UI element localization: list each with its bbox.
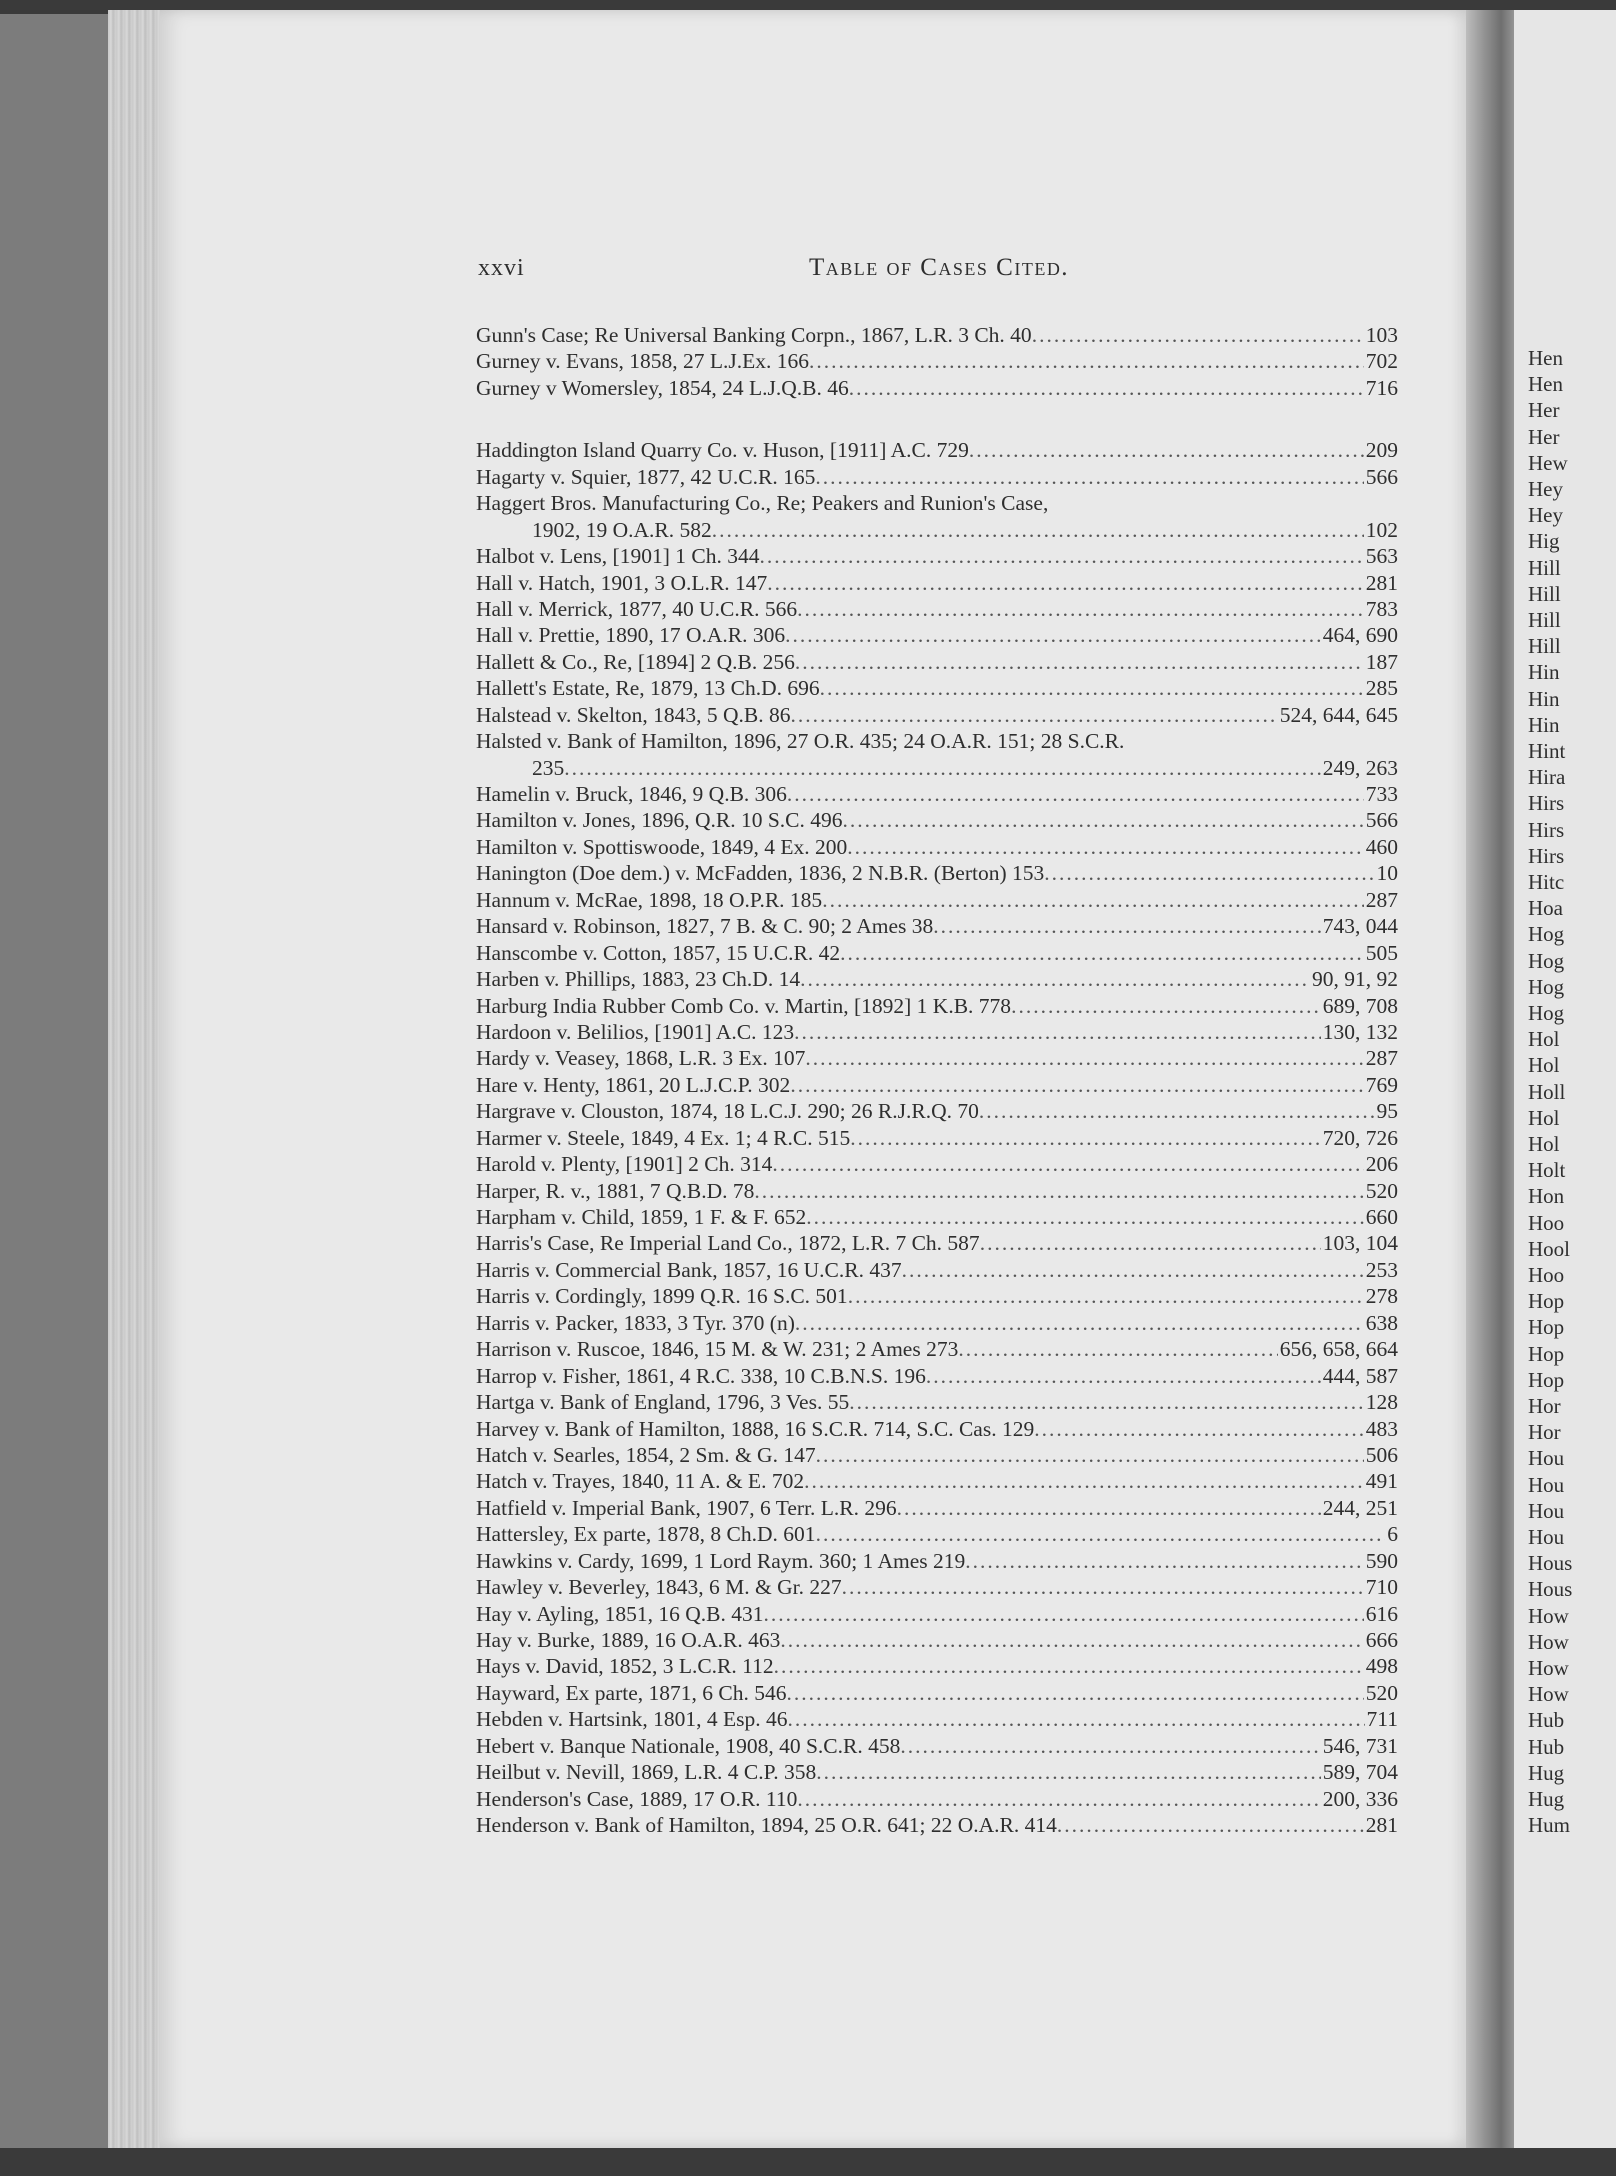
next-page-entry-fragment: How [1528,1656,1569,1680]
case-entry [476,348,1398,374]
case-citation: Harrop v. Fisher, 1861, 4 R.C. 338, 10 C.B.N.S. 196 [476,1363,926,1388]
leader-dots [849,1389,1364,1415]
next-page-entry-fragment: Hon [1528,1184,1565,1209]
case-citation: Haddington Island Quarry Co. v. Huson, [1911] A.C. 729 [476,438,969,463]
leader-dots [754,1178,1363,1204]
case-entry [476,1733,1398,1759]
case-citation: Hanington (Doe dem.) v. McFadden, 1836, 2 N.B.R. (Berton) 153 [476,861,1045,886]
case-entry [476,490,1398,516]
next-page-entry-fragment: Hou [1528,1525,1565,1549]
case-citation: Hargrave v. Clouston, 1874, 18 L.C.J. 290; 26 R.J.R.Q. 70 [476,1099,979,1124]
case-entry [476,807,1398,833]
case-entry [476,596,1398,622]
leader-dots [969,437,1364,463]
case-entry [476,1045,1398,1071]
leader-dots [1032,322,1364,348]
case-entry [476,1389,1398,1415]
case-entry [476,860,1398,886]
leader-dots [843,807,1364,833]
case-citation: Hallett's Estate, Re, 1879, 13 Ch.D. 696 [476,676,820,701]
leader-dots [794,1019,1321,1045]
case-citation: Hamilton v. Spottiswoode, 1849, 4 Ex. 200 [476,834,848,859]
next-page-entry-fragment: Hin [1528,712,1560,737]
page-reference: 103 [1365,323,1398,347]
case-citation: Harrison v. Ruscoe, 1846, 15 M. & W. 231; 2 Ames 273 [476,1337,959,1362]
case-entry [476,755,1398,781]
leader-dots [774,1653,1364,1679]
case-entry [476,1363,1398,1389]
next-page-entry-fragment: Hou [1528,1472,1565,1497]
leader-dots [1011,993,1321,1019]
leader-dots [804,1468,1364,1494]
leader-dots [849,375,1364,401]
case-citation: Hamelin v. Bruck, 1846, 9 Q.B. 306 [476,782,787,806]
page-reference: 287 [1365,1046,1398,1071]
next-page-entry-fragment: Hor [1528,1394,1561,1418]
case-citation: Hays v. David, 1852, 3 L.C.R. 112 [476,1654,774,1679]
next-page-entry-fragment: Hen [1528,346,1563,370]
page-reference: 769 [1365,1072,1398,1097]
next-page-entry-fragment: Hol [1528,1053,1560,1078]
case-citation: Hay v. Ayling, 1851, 16 Q.B. 431 [476,1601,764,1626]
leader-dots [820,675,1364,701]
leader-dots [787,781,1364,807]
leader-dots [822,887,1364,913]
page-header [478,248,1400,288]
case-entry [476,1759,1398,1785]
case-citation: Hay v. Burke, 1889, 16 O.A.R. 463 [476,1628,781,1652]
page-reference: 249, 263 [1322,755,1398,780]
next-page-entry-fragment: Hira [1528,765,1566,790]
case-citation: Halsted v. Bank of Hamilton, 1896, 27 O.R. 435; 24 O.A.R. 151; 28 S.C.R. [476,729,1125,754]
page-reference: 6 [1387,1522,1398,1547]
page-reference: 590 [1365,1548,1398,1573]
next-page-entry-fragment: Hitc [1528,870,1565,894]
case-citation: Hall v. Hatch, 1901, 3 O.L.R. 147 [476,570,768,595]
case-entry [476,940,1398,966]
page-reference: 200, 336 [1322,1786,1398,1811]
case-entry [476,1706,1398,1732]
case-entry [476,322,1398,348]
case-entry [476,1151,1398,1177]
leader-dots [816,1521,1386,1547]
case-entry [476,1521,1398,1547]
case-citation: Heilbut v. Nevill, 1869, L.R. 4 C.P. 358 [476,1760,817,1785]
next-page-entry-fragment: Hew [1528,450,1568,475]
leader-dots [958,1336,1277,1362]
leader-dots [1057,1812,1364,1838]
case-entry [476,649,1398,675]
leader-dots [787,1680,1364,1706]
case-citation: 235 [532,755,565,780]
page-reference: 711 [1366,1707,1398,1732]
leader-dots [979,1098,1375,1124]
case-entry [476,1468,1398,1494]
next-page-entry-fragment: Hol [1528,1105,1560,1130]
case-entry [476,702,1398,728]
case-citation: Hawley v. Beverley, 1843, 6 M. & Gr. 227 [476,1575,842,1600]
case-citation: Henderson v. Bank of Hamilton, 1894, 25 O.R. 641; 22 O.A.R. 414 [476,1813,1057,1838]
case-citation: Halstead v. Skelton, 1843, 5 Q.B. 86 [476,702,791,727]
next-page-entry-fragment: Hint [1528,739,1566,763]
case-citation: Harben v. Phillips, 1883, 23 Ch.D. 14 [476,967,801,992]
case-entry [476,1416,1398,1442]
case-entry [476,1310,1398,1336]
case-citation: Hattersley, Ex parte, 1878, 8 Ch.D. 601 [476,1522,816,1547]
case-citation: Hall v. Prettie, 1890, 17 O.A.R. 306 [476,623,786,648]
next-page-entry-fragment: Hey [1528,503,1563,528]
next-page-entry-fragment: How [1528,1603,1569,1628]
next-page-entry-fragment: Hog [1528,948,1565,973]
case-entry [476,887,1398,913]
leader-dots [564,755,1321,781]
case-entry [476,1574,1398,1600]
case-citation: Hebert v. Banque Nationale, 1908, 40 S.C.R. 458 [476,1733,901,1758]
page-reference: 498 [1365,1654,1398,1679]
page-reference: 281 [1365,1813,1398,1838]
leader-dots [712,517,1364,543]
leader-dots [816,1759,1321,1785]
next-page-entry-fragment: Hill [1528,608,1561,632]
case-entry [476,1178,1398,1204]
case-citation: Hayward, Ex parte, 1871, 6 Ch. 546 [476,1680,787,1705]
next-page-entry-fragment: Hill [1528,634,1561,659]
page-reference: 130, 132 [1322,1019,1398,1044]
page-reference: 505 [1365,940,1398,965]
page-reference: 589, 704 [1322,1760,1398,1785]
next-page-entry-fragment: Hop [1528,1367,1565,1392]
next-page-entry-fragment: Hog [1528,974,1565,999]
next-page-entry-fragment: Hill [1528,581,1561,606]
case-index-list [476,322,1398,1839]
case-entry [476,913,1398,939]
leader-dots [800,966,1310,992]
next-page-entry-fragment: Hol [1528,1132,1560,1156]
case-citation: Hartga v. Bank of England, 1796, 3 Ves. 55 [476,1390,850,1415]
next-page-entry-fragment: Hog [1528,922,1565,947]
page-reference: 244, 251 [1322,1495,1398,1520]
next-page-entry-fragment: Hop [1528,1341,1565,1366]
next-page-entry-fragment: Hin [1528,660,1560,685]
next-page-entry-fragment: Hum [1528,1813,1570,1838]
next-page-entry-fragment: Hug [1528,1760,1565,1785]
page-reference: 666 [1365,1628,1398,1652]
page-reference: 546, 731 [1322,1733,1398,1758]
next-page-entry-fragment: Hey [1528,477,1563,501]
case-entry [476,464,1398,490]
page-reference: 206 [1365,1152,1398,1177]
next-page-entry-fragment: Hoo [1528,1263,1565,1287]
case-citation: Harris v. Commercial Bank, 1857, 16 U.C.R. 437 [476,1257,902,1282]
page-reference: 285 [1365,676,1398,701]
leader-dots [790,1072,1363,1098]
case-citation: Hare v. Henty, 1861, 20 L.J.C.P. 302 [476,1072,791,1097]
section-spacer [476,401,1398,437]
case-entry [476,781,1398,807]
leader-dots [926,1363,1321,1389]
leader-dots [847,834,1363,860]
page-reference: 281 [1365,570,1398,595]
leader-dots [900,1733,1320,1759]
page-reference: 616 [1365,1601,1398,1626]
case-entry [476,1072,1398,1098]
page-reference: 733 [1365,782,1398,806]
page-reference: 187 [1365,649,1398,674]
page-reference: 702 [1365,349,1398,374]
next-page-entry-fragment: Hig [1528,529,1560,554]
case-citation: Hallett & Co., Re, [1894] 2 Q.B. 256 [476,649,795,674]
next-page-entry-fragment: Holt [1528,1158,1566,1183]
next-page-entry-fragment: Hirs [1528,817,1565,842]
case-citation: Harvey v. Bank of Hamilton, 1888, 16 S.C.R. 714, S.C. Cas. 129 [476,1416,1035,1441]
case-entry [476,1627,1398,1653]
case-citation: Hatfield v. Imperial Bank, 1907, 6 Terr. L.R. 296 [476,1495,897,1520]
case-entry [476,622,1398,648]
case-entry [476,1786,1398,1812]
case-entry [476,1283,1398,1309]
leader-dots [763,1601,1363,1627]
page-reference: 566 [1365,464,1398,489]
next-page-entry-fragment: Hool [1528,1236,1570,1261]
page-reference: 483 [1365,1416,1398,1441]
leader-dots [780,1627,1363,1653]
page-reference: 566 [1365,808,1398,833]
next-page-entry-fragment: Hug [1528,1787,1565,1811]
page-reference: 491 [1365,1469,1398,1494]
case-citation: Halbot v. Lens, [1901] 1 Ch. 344 [476,544,760,569]
page-reference: 716 [1365,375,1398,400]
leader-dots [850,1125,1321,1151]
case-entry [476,1098,1398,1124]
case-entry [476,675,1398,701]
page-reference: 720, 726 [1322,1125,1398,1150]
case-citation: Hall v. Merrick, 1877, 40 U.C.R. 566 [476,596,798,621]
next-page-entry-fragment: Hou [1528,1446,1565,1471]
case-citation: Harmer v. Steele, 1849, 4 Ex. 1; 4 R.C. 515 [476,1125,851,1150]
page-reference: 278 [1365,1284,1398,1309]
running-title: Table of Cases Cited. [808,254,1070,281]
case-citation: Gurney v. Evans, 1858, 27 L.J.Ex. 166 [476,349,810,374]
case-citation: Hannum v. McRae, 1898, 18 O.P.R. 185 [476,887,823,912]
leader-dots [795,649,1364,675]
next-page-entry-fragment: Hop [1528,1289,1565,1314]
page-reference: 287 [1365,887,1398,912]
page-reference: 783 [1365,596,1398,621]
leader-dots [980,1230,1321,1256]
leader-dots [797,596,1364,622]
leader-dots [806,1204,1364,1230]
page-reference: 102 [1365,517,1398,542]
page-reference: 209 [1365,438,1398,463]
next-page-entry-fragment: Hog [1528,1001,1565,1025]
case-citation: Hardy v. Veasey, 1868, L.R. 3 Ex. 107 [476,1046,806,1071]
page-reference: 524, 644, 645 [1279,702,1398,727]
case-citation: Hatch v. Trayes, 1840, 11 A. & E. 702 [476,1469,805,1494]
page-reference: 90, 91, 92 [1312,967,1398,992]
next-page-entry-fragment: Hoa [1528,896,1563,921]
case-entry [476,375,1398,401]
case-citation: Harburg India Rubber Comb Co. v. Martin, [1892] 1 K.B. 778 [476,993,1012,1018]
page-reference: 520 [1365,1680,1398,1705]
next-page-entry-fragment: Hop [1528,1315,1565,1340]
case-citation: Henderson's Case, 1889, 17 O.R. 110 [476,1786,798,1811]
page-number: xxvi [478,255,525,281]
case-entry [476,1680,1398,1706]
next-page-entry-fragment: How [1528,1629,1569,1654]
case-citation: Harris v. Packer, 1833, 3 Tyr. 370 (n) [476,1310,795,1335]
page-reference: 656, 658, 664 [1279,1337,1398,1362]
leader-dots [1034,1416,1364,1442]
leader-dots [816,1442,1364,1468]
case-entry [476,728,1398,754]
case-citation: Harris's Case, Re Imperial Land Co., 1872, L.R. 7 Ch. 587 [476,1231,980,1256]
case-entry [476,1230,1398,1256]
case-citation: Harold v. Plenty, [1901] 2 Ch. 314 [476,1152,773,1177]
leader-dots [785,622,1321,648]
case-entry [476,1019,1398,1045]
case-entry [476,543,1398,569]
case-entry [476,993,1398,1019]
page-reference: 95 [1376,1099,1398,1124]
case-citation: Harper, R. v., 1881, 7 Q.B.D. 78 [476,1178,755,1203]
next-page-entry-fragment: Her [1528,424,1560,449]
next-page-entry-fragment: Holl [1528,1079,1566,1104]
page-reference: 563 [1365,544,1398,569]
page-reference: 460 [1365,834,1398,859]
leader-dots [805,1045,1363,1071]
page-reference: 743, 044 [1322,914,1398,939]
leader-dots [897,1495,1321,1521]
case-entry [476,1125,1398,1151]
scan-border-bottom [0,2148,1616,2176]
page-reference: 128 [1365,1390,1398,1415]
case-citation: Haggert Bros. Manufacturing Co., Re; Peakers and Runion's Case, [476,491,1049,516]
next-page-entry-fragment: Hol [1528,1027,1560,1052]
leader-dots [933,913,1320,939]
page-reference: 444, 587 [1322,1363,1398,1388]
page-reference: 506 [1365,1442,1398,1467]
case-citation: Hanscombe v. Cotton, 1857, 15 U.C.R. 42 [476,940,841,965]
case-entry [476,1257,1398,1283]
case-entry [476,517,1398,543]
case-citation: Hagarty v. Squier, 1877, 42 U.C.R. 165 [476,464,816,489]
leader-dots [772,1151,1363,1177]
case-citation: Hawkins v. Cardy, 1699, 1 Lord Raym. 360; 1 Ames 219 [476,1548,966,1573]
leader-dots [840,940,1364,966]
leader-dots [902,1257,1364,1283]
page-edges [108,10,168,2150]
page-reference: 103, 104 [1322,1231,1398,1256]
page-reference: 520 [1365,1178,1398,1203]
leader-dots [767,570,1364,596]
leader-dots [791,702,1278,728]
leader-dots [1044,860,1374,886]
page-reference: 638 [1365,1310,1398,1335]
case-citation: Hatch v. Searles, 1854, 2 Sm. & G. 147 [476,1442,816,1467]
leader-dots [797,1786,1320,1812]
case-citation: Hardoon v. Belilios, [1901] A.C. 123 [476,1019,795,1044]
leader-dots [815,464,1363,490]
leader-dots [842,1574,1364,1600]
next-page-entry-fragment: Hub [1528,1708,1565,1733]
next-page-entry-fragment: Hirs [1528,843,1565,868]
leader-dots [965,1548,1363,1574]
next-page-entry-fragment: Hous [1528,1577,1573,1602]
case-citation: Harpham v. Child, 1859, 1 F. & F. 652 [476,1205,807,1229]
case-entry [476,1601,1398,1627]
page-reference: 710 [1365,1575,1398,1600]
next-page-entry-fragment: Hen [1528,372,1563,397]
case-entry [476,1812,1398,1838]
case-citation: Gurney v Womersley, 1854, 24 L.J.Q.B. 46 [476,375,849,400]
case-entry [476,834,1398,860]
case-entry [476,1442,1398,1468]
leader-dots [795,1310,1364,1336]
case-citation: Hansard v. Robinson, 1827, 7 B. & C. 90; 2 Ames 38 [476,914,934,939]
case-entry [476,1653,1398,1679]
page-reference: 689, 708 [1322,993,1398,1018]
page-reference: 660 [1365,1205,1398,1229]
next-page-entry-fragment: How [1528,1682,1569,1707]
case-entry [476,1495,1398,1521]
page-reference: 464, 690 [1322,623,1398,648]
case-entry [476,570,1398,596]
next-page-entry-fragment: Hin [1528,686,1560,711]
leader-dots [759,543,1363,569]
case-entry [476,966,1398,992]
case-citation: Hamilton v. Jones, 1896, Q.R. 10 S.C. 496 [476,808,843,833]
case-citation: 1902, 19 O.A.R. 582 [532,517,712,542]
case-entry [476,1548,1398,1574]
next-page-entry-fragment: Hirs [1528,791,1565,816]
case-citation: Gunn's Case; Re Universal Banking Corpn., 1867, L.R. 3 Ch. 40 [476,323,1032,347]
case-citation: Hebden v. Hartsink, 1801, 4 Esp. 46 [476,1707,788,1732]
leader-dots [809,348,1364,374]
book-gutter [1466,10,1516,2148]
leader-dots [848,1283,1364,1309]
next-page-entry-fragment: Hous [1528,1551,1573,1576]
case-entry [476,437,1398,463]
next-page-entry-fragment: Hub [1528,1734,1565,1759]
next-page-entry-fragment: Her [1528,398,1560,423]
case-citation: Harris v. Cordingly, 1899 Q.R. 16 S.C. 501 [476,1284,848,1309]
page-reference: 253 [1365,1257,1398,1282]
page-reference: 10 [1376,861,1398,886]
case-entry [476,1204,1398,1230]
leader-dots [788,1706,1365,1732]
next-page-entry-fragment: Hou [1528,1498,1565,1523]
case-entry [476,1336,1398,1362]
next-page-entry-fragment: Hill [1528,555,1561,580]
next-page-entry-fragment: Hor [1528,1420,1561,1445]
right-page-fragment [1514,10,1616,2148]
next-page-entry-fragment: Hoo [1528,1210,1565,1235]
